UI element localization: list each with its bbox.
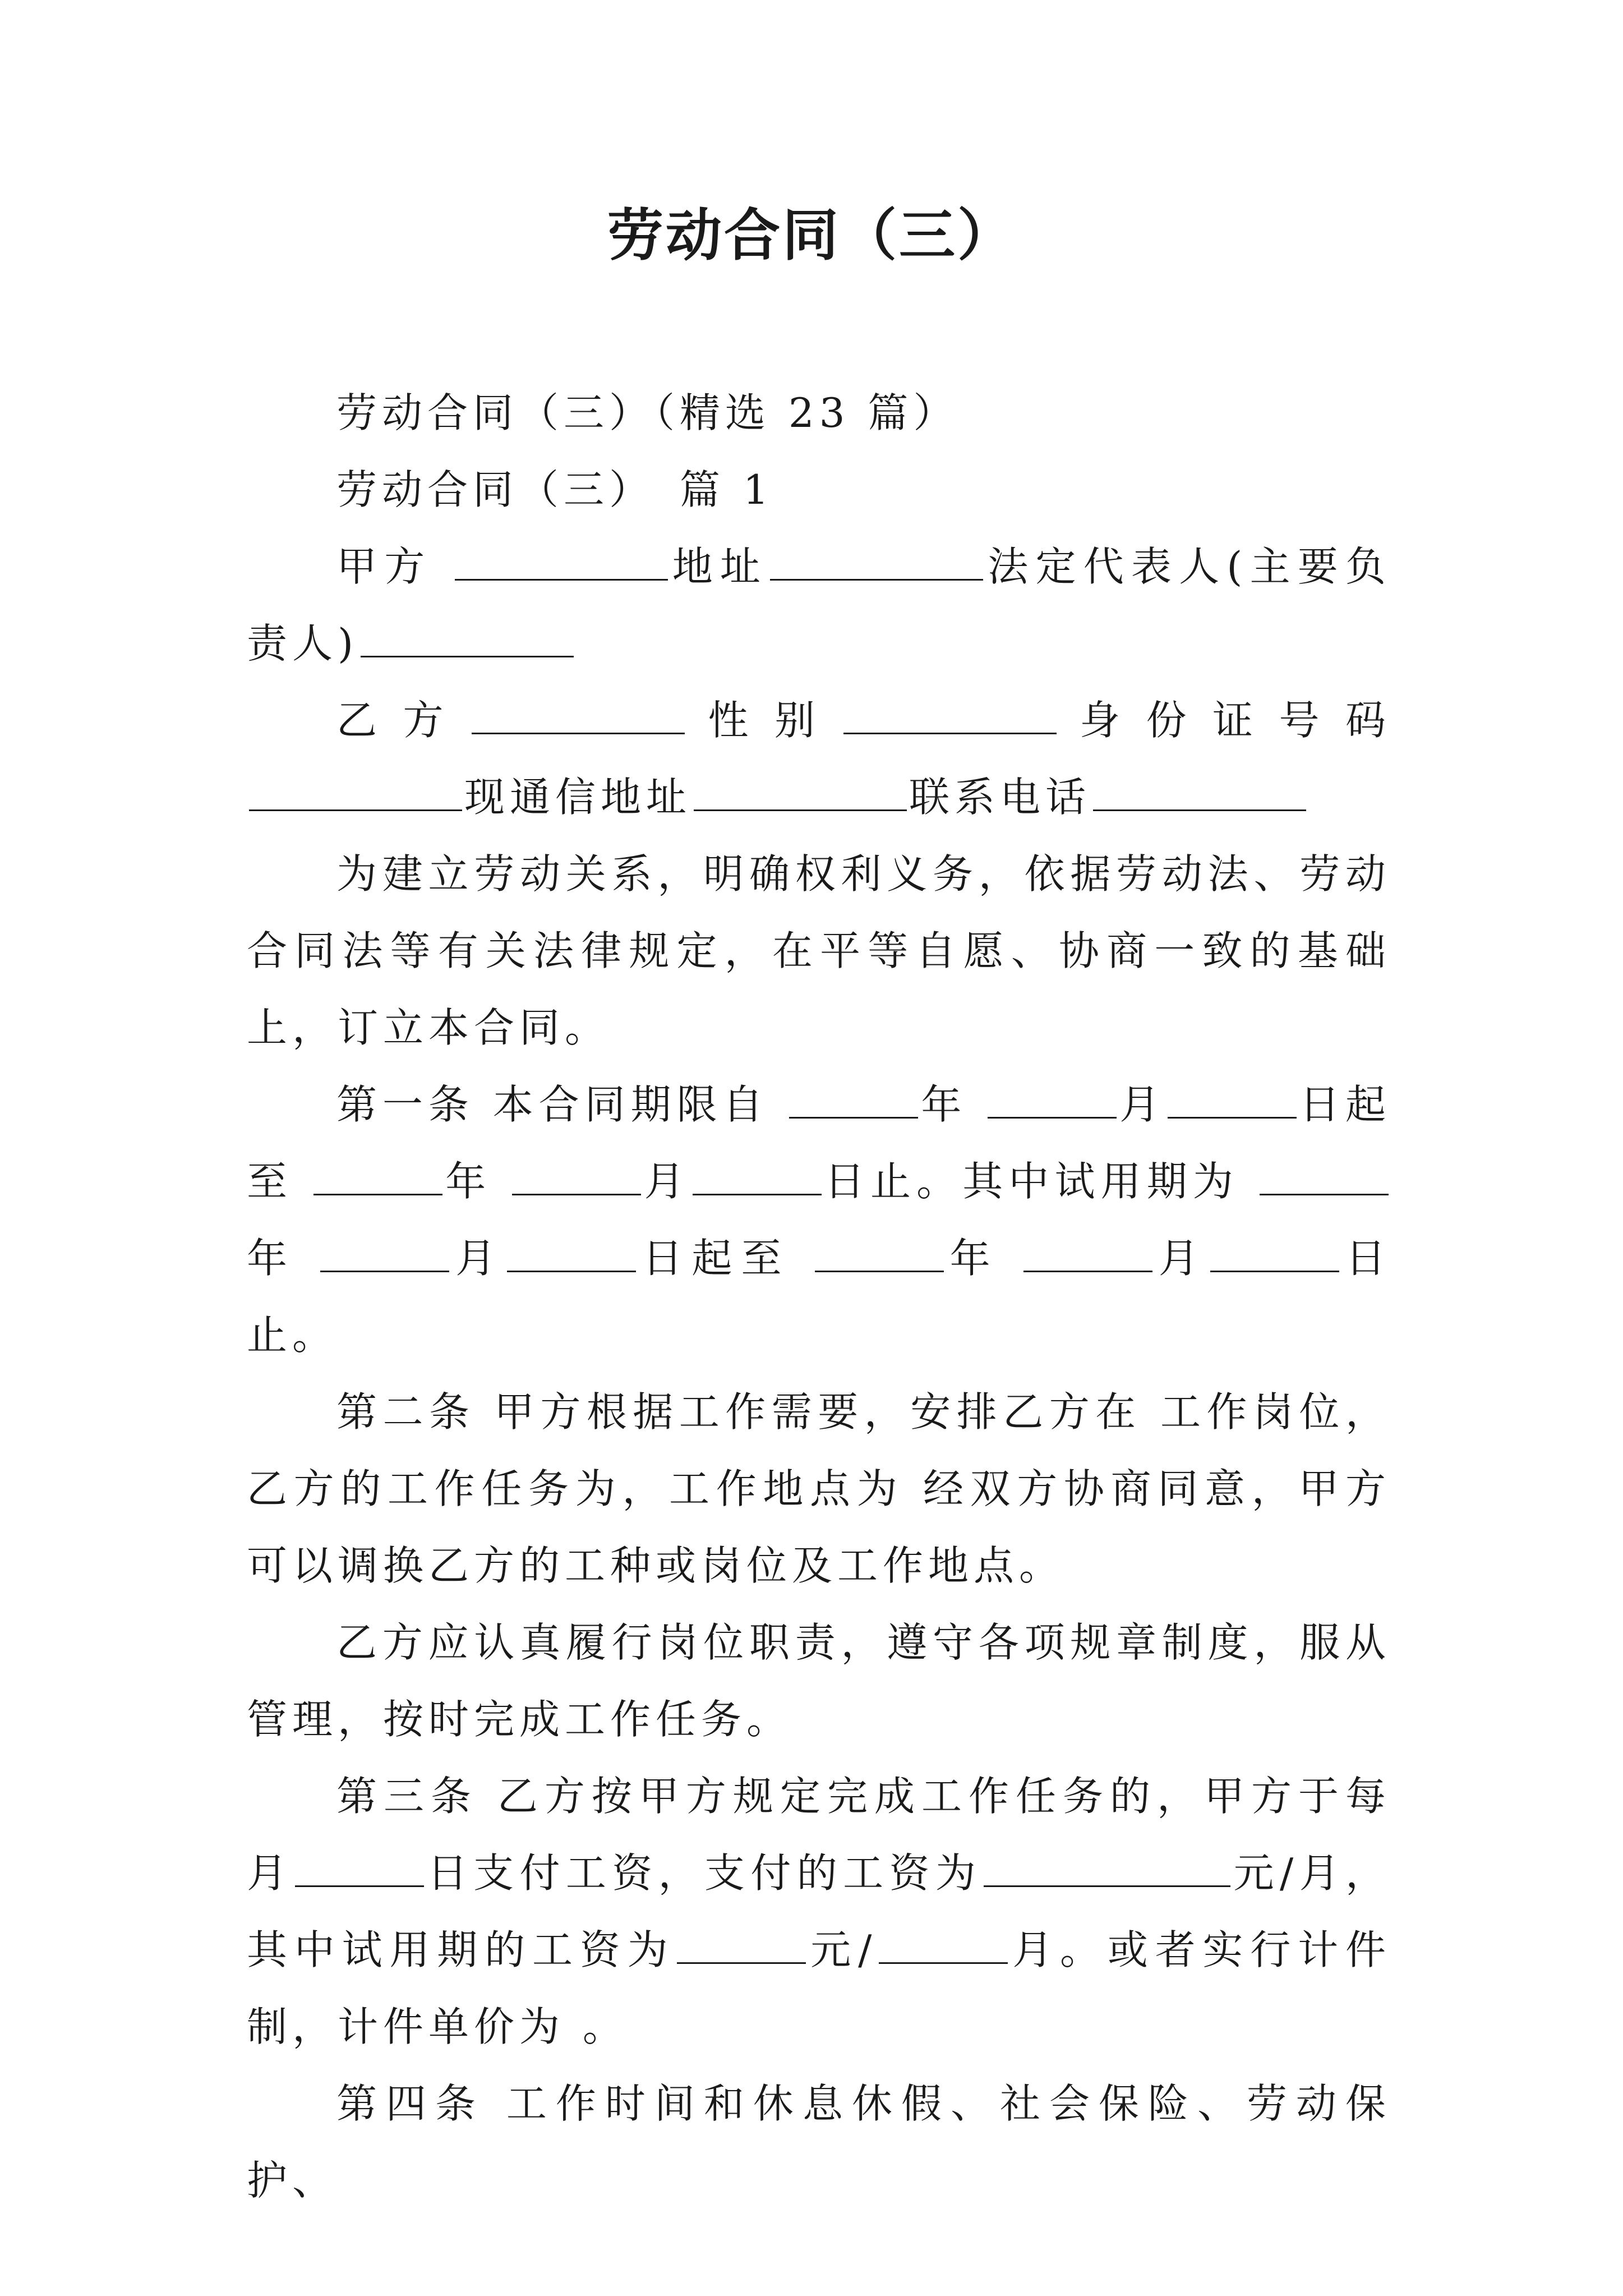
party-b-label: 乙方 (336, 697, 469, 744)
start-month-blank (988, 1078, 1117, 1119)
salary-blank (984, 1846, 1230, 1887)
payday-label: 日支付工资，支付的工资为 (426, 1849, 982, 1897)
article-4: 第四条 工作时间和休息休假、社会保险、劳动保护、 (247, 2080, 1391, 2204)
year-label: 年 (247, 1235, 297, 1282)
month-label: 月 (1154, 1235, 1208, 1282)
probation-month-blank (879, 1923, 1008, 1964)
year-label: 年 (920, 1081, 967, 1128)
to-label: 至 (247, 1158, 293, 1205)
payday-blank (295, 1846, 424, 1887)
probation-year-blank (1260, 1154, 1389, 1195)
gender-blank (843, 693, 1057, 734)
probation-salary-blank (677, 1923, 806, 1964)
article-3 (247, 1758, 1391, 2065)
month-label: 月 (643, 1158, 690, 1205)
gender-label: 性别 (687, 697, 841, 744)
probation-label: 其中试用期为 (962, 1158, 1239, 1205)
month-label: 月 (451, 1235, 505, 1282)
article-3-lead: 第三条 乙方按甲方规定完成工作任务的，甲方于每月 (247, 1773, 1391, 1897)
party-b-line (247, 682, 1391, 836)
per-month-label: 元/月，其中试用期的工资为 (247, 1849, 1391, 1973)
current-address-blank (694, 770, 907, 811)
piece-label: 月。或者实行计件制，计件单价为 。 (247, 1926, 1391, 2050)
subtitle: 劳动合同（三）（精选 23 篇） (336, 389, 959, 436)
end-year-blank (313, 1154, 442, 1195)
probation-month-blank (320, 1231, 449, 1272)
phone-label: 联系电话 (909, 774, 1091, 821)
year-label: 年 (946, 1235, 999, 1282)
year-label: 年 (445, 1158, 492, 1205)
phone-blank (1093, 770, 1306, 811)
probation-end-month-blank (1023, 1231, 1152, 1272)
party-a-label: 甲方 (336, 543, 432, 590)
end-day-blank (693, 1154, 822, 1195)
day-from-label: 日起 (638, 1235, 741, 1282)
rep-blank (361, 616, 574, 657)
id-label: 身份证号码 (1058, 697, 1391, 744)
id-blank (249, 770, 462, 811)
article-2: 第二条 甲方根据工作需要，安排乙方在 工作岗位，乙方的工作任务为，工作地点为 经双方协商同意，甲方可以调换乙方的工种或岗位及工作地点。 (247, 1388, 1391, 1589)
document-body (247, 375, 1391, 2219)
month-label: 月 (1119, 1081, 1166, 1128)
article-1-lead: 第一条 本合同期限自 (336, 1081, 769, 1128)
probation-day-blank (507, 1231, 636, 1272)
party-a-blank (455, 540, 668, 581)
address-blank (770, 540, 983, 581)
probation-end-year-blank (815, 1231, 944, 1272)
probation-end-day-blank (1210, 1231, 1339, 1272)
start-day-blank (1168, 1078, 1297, 1119)
intro-paragraph: 为建立劳动关系，明确权利义务，依据劳动法、劳动合同法等有关法律规定，在平等自愿、协商一致的基础上，订立本合同。 (247, 850, 1391, 1051)
start-year-blank (789, 1078, 918, 1119)
day-from-label: 日起 (1299, 1081, 1391, 1128)
section-heading: 劳动合同（三） 篇 1 (336, 466, 774, 513)
article-1 (247, 1066, 1391, 1374)
yuan-slash-label: 元/ (808, 1926, 877, 1973)
rep-label: 法定代表人(主要负责人) (247, 543, 1391, 667)
party-a-line (247, 528, 1391, 682)
day-end-label: 日止。 (823, 1158, 963, 1205)
address-label: 地址 (670, 543, 768, 590)
day-end-label: 日止。 (247, 1235, 1391, 1359)
duties-paragraph: 乙方应认真履行岗位职责，遵守各项规章制度，服从管理，按时完成工作任务。 (247, 1619, 1391, 1743)
document-title: 劳动合同（三） (607, 203, 1016, 268)
current-address-label: 现通信地址 (464, 774, 692, 821)
end-month-blank (512, 1154, 641, 1195)
to-label: 至 (741, 1235, 791, 1282)
party-b-blank (472, 693, 685, 734)
